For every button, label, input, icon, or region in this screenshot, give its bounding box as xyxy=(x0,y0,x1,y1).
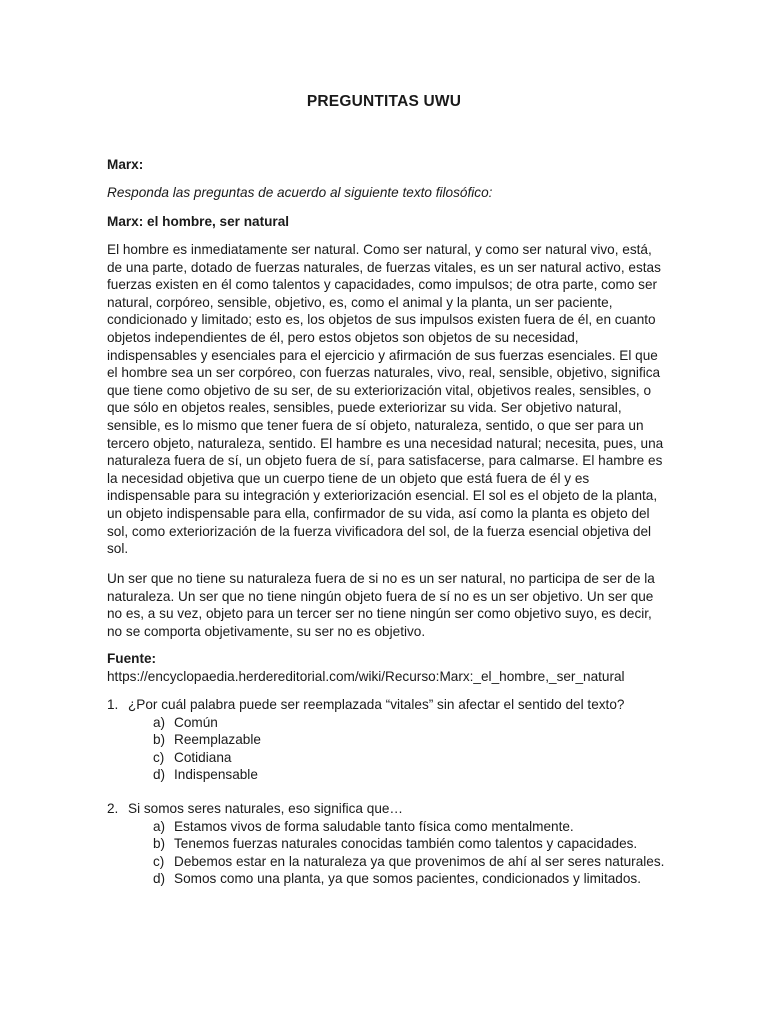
section-heading: Marx: xyxy=(107,157,144,172)
document-title: PREGUNTITAS UWU xyxy=(306,93,462,110)
option-letter: a) xyxy=(153,818,166,834)
option-letter: c) xyxy=(153,853,165,869)
option-text: Reemplazable xyxy=(174,732,261,748)
option-letter: c) xyxy=(153,749,165,765)
option-item xyxy=(153,749,667,767)
option-letter: b) xyxy=(153,836,166,852)
option-letter: b) xyxy=(153,732,166,748)
text-title: Marx: el hombre, ser natural xyxy=(107,214,290,229)
source-block xyxy=(107,650,667,685)
source-label: Fuente: xyxy=(107,651,157,666)
option-item xyxy=(153,870,667,888)
option-letter: a) xyxy=(153,714,166,730)
option-item xyxy=(153,853,667,871)
option-text: Indispensable xyxy=(174,767,258,783)
question-number: 1. xyxy=(107,697,119,712)
option-text: Común xyxy=(174,714,218,730)
options-list xyxy=(107,714,667,784)
question-text: Si somos seres naturales, eso significa que… xyxy=(128,801,404,816)
question-2 xyxy=(107,800,667,888)
paragraph-1: El hombre es inmediatamente ser natural. Como ser natural, y como ser natural vivo, está, de una parte, dotado de fuerzas naturales, de fuerzas vitales, es un ser natural activo, estas fuerzas existen en él como talentos y capacidades, como impulsos; de otra parte, como ser natural, corpóreo, sensible, objetivo, es, como el animal y la planta, un ser paciente, condicionado y limitado; esto es, los objetos de sus impulsos existen fuera de él, en cuanto objetos independientes de él, pero estos objetos son objetos de su necesidad, indispensables y esenciales para el ejercicio y afirmación de sus fuerzas esenciales. El que el hombre sea un ser corpóreo, con fuerzas naturales, vivo, real, sensible, objetivo, significa que tiene como objetivo de su ser, de su exteriorización vital, objetivos reales, sensibles, o que sólo en objetos reales, sensibles, puede exteriorizar su vida. Ser objetivo natural, sensible, es lo mismo que tener fuera de sí objeto, naturaleza, sentido, o que ser para un tercero objeto, naturaleza, sentido. El hambre es una necesidad natural; necesita, pues, una naturaleza fuera de sí, un objeto fuera de sí, para satisfacerse, para calmarse. El hambre es la necesidad objetiva que un cuerpo tiene de un objeto que está fuera de él y es indispensable para su integración y exteriorización esencial. El sol es el objeto de la planta, un objeto indispensable para ella, confirmador de su vida, así como la planta es objeto del sol, como exteriorización de la fuerza vivificadora del sol, de la fuerza esencial objetiva del sol. xyxy=(107,242,664,557)
option-text: Debemos estar en la naturaleza ya que provenimos de ahí al ser seres naturales. xyxy=(174,853,665,869)
option-text: Cotidiana xyxy=(174,749,232,765)
option-text: Tenemos fuerzas naturales conocidas también como talentos y capacidades. xyxy=(174,836,638,852)
question-1 xyxy=(107,696,667,784)
option-letter: d) xyxy=(153,871,166,887)
option-item xyxy=(153,714,667,732)
question-number: 2. xyxy=(107,801,119,816)
option-text: Estamos vivos de forma saludable tanto física como mentalmente. xyxy=(174,818,574,834)
option-letter: d) xyxy=(153,767,166,783)
paragraph-2: Un ser que no tiene su naturaleza fuera de si no es un ser natural, no participa de ser de la naturaleza. Un ser que no tiene ningún objeto fuera de sí no es un ser objetivo. Un ser que no es, a su vez, objeto para un tercer ser no tiene ningún ser como objetivo suyo, es decir, no se comporta objetivamente, su ser no es objetivo. xyxy=(107,571,655,639)
options-list xyxy=(107,818,667,888)
question-text: ¿Por cuál palabra puede ser reemplazada “vitales” sin afectar el sentido del texto? xyxy=(128,697,625,712)
option-item xyxy=(153,731,667,749)
instructions-text: Responda las preguntas de acuerdo al siguiente texto filosófico: xyxy=(107,185,493,200)
option-item xyxy=(153,766,667,784)
option-item xyxy=(153,818,667,836)
option-item xyxy=(153,835,667,853)
source-url: https://encyclopaedia.herdereditorial.com/wiki/Recurso:Marx:_el_hombre,_ser_natural xyxy=(107,668,625,684)
option-text: Somos como una planta, ya que somos pacientes, condicionados y limitados. xyxy=(174,871,641,887)
